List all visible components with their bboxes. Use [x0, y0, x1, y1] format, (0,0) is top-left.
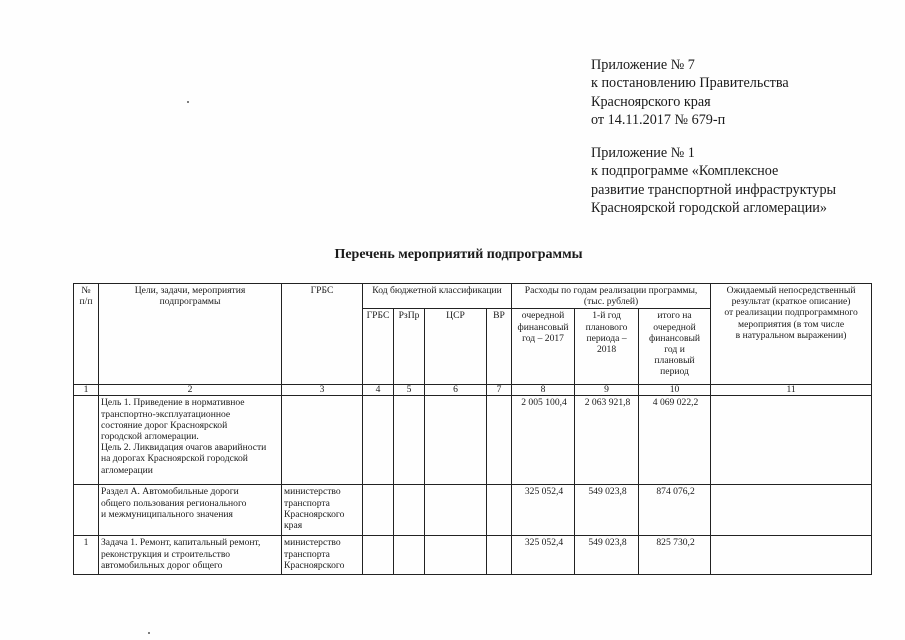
column-number: 10: [639, 385, 711, 396]
row-code-vr: [487, 396, 512, 485]
row-grbs: министерство транспорта Красноярского края: [282, 485, 363, 536]
row-num: 1: [74, 536, 99, 575]
row-value-2018: 2 063 921,8: [575, 396, 639, 485]
row-code-grbs: [363, 485, 394, 536]
subheader-total: итого на очередной финансовый год и плановый период: [639, 309, 711, 385]
column-number: 6: [425, 385, 487, 396]
table-row: [74, 485, 872, 536]
appendix-1-block: [591, 144, 836, 218]
appendix-1-line: к подпрограмме «Комплексное: [591, 163, 779, 180]
row-code-csr: [425, 485, 487, 536]
header-result: Ожидаемый непосредственный результат (краткое описание) от реализации подпрограммного мероприятия (в том числе в натуральном выражении): [711, 284, 872, 385]
table-header-row: [74, 284, 872, 309]
appendix-1-line: Приложение № 1: [591, 145, 695, 161]
header-num: № п/п: [74, 284, 99, 385]
row-code-rzpr: [394, 485, 425, 536]
row-value-total: 874 076,2: [639, 485, 711, 536]
row-value-2017: 325 052,4: [512, 536, 575, 575]
row-grbs: министерство транспорта Красноярского: [282, 536, 363, 575]
scan-speck: [187, 101, 189, 103]
header-goals: Цели, задачи, мероприятия подпрограммы: [99, 284, 282, 385]
column-number: 11: [711, 385, 872, 396]
column-number: 8: [512, 385, 575, 396]
subheader-vr: ВР: [487, 309, 512, 385]
table-row: [74, 396, 872, 485]
header-grbs: ГРБС: [282, 284, 363, 385]
subheader-grbs: ГРБС: [363, 309, 394, 385]
row-result: [711, 396, 872, 485]
row-num: [74, 396, 99, 485]
row-section-text: Раздел А. Автомобильные дороги общего пользования регионального и межмуниципального значения: [99, 485, 282, 536]
subheader-year-2018: 1-й год планового периода – 2018: [575, 309, 639, 385]
row-code-grbs: [363, 396, 394, 485]
row-code-vr: [487, 536, 512, 575]
table-row: [74, 536, 872, 575]
row-num: [74, 485, 99, 536]
row-code-csr: [425, 396, 487, 485]
column-number: 1: [74, 385, 99, 396]
row-value-total: 825 730,2: [639, 536, 711, 575]
scan-speck: [148, 632, 150, 634]
document-title: Перечень мероприятий подпрограммы: [334, 247, 583, 262]
row-code-rzpr: [394, 396, 425, 485]
appendix-7-line: от 14.11.2017 № 679-п: [591, 112, 726, 129]
row-goal-text: Цель 1. Приведение в нормативное транспортно-эксплуатационное состояние дорог Красноярской городской агломерации. Цель 2. Ликвидация очагов аварийности на дорогах Красноярской городской агломерации: [99, 396, 282, 485]
measures-table: [73, 283, 872, 575]
row-value-2018: 549 023,8: [575, 485, 639, 536]
subheader-rzpr: РзПр: [394, 309, 425, 385]
row-value-total: 4 069 022,2: [639, 396, 711, 485]
subheader-csr: ЦСР: [425, 309, 487, 385]
row-code-csr: [425, 536, 487, 575]
subheader-year-2017: очередной финансовый год – 2017: [512, 309, 575, 385]
appendix-7-line: к постановлению Правительства: [591, 75, 789, 92]
column-number: 7: [487, 385, 512, 396]
column-number: 2: [99, 385, 282, 396]
header-budget-code: Код бюджетной классификации: [363, 284, 512, 309]
appendix-7-block: [591, 56, 789, 130]
row-result: [711, 485, 872, 536]
appendix-1-line: Красноярской городской агломерации»: [591, 200, 827, 217]
row-code-grbs: [363, 536, 394, 575]
row-result: [711, 536, 872, 575]
row-value-2018: 549 023,8: [575, 536, 639, 575]
column-number: 4: [363, 385, 394, 396]
row-value-2017: 2 005 100,4: [512, 396, 575, 485]
appendix-7-line: Красноярского края: [591, 93, 711, 110]
column-number: 5: [394, 385, 425, 396]
row-task-text: Задача 1. Ремонт, капитальный ремонт, реконструкция и строительство автомобильных дорог общего: [99, 536, 282, 575]
row-code-rzpr: [394, 536, 425, 575]
appendix-1-line: развитие транспортной инфраструктуры: [591, 181, 837, 198]
column-number: 3: [282, 385, 363, 396]
row-grbs: [282, 396, 363, 485]
column-number: 9: [575, 385, 639, 396]
row-value-2017: 325 052,4: [512, 485, 575, 536]
appendix-7-line: Приложение № 7: [591, 57, 695, 73]
row-code-vr: [487, 485, 512, 536]
column-number-row: [74, 385, 872, 396]
header-expenses: Расходы по годам реализации программы, (тыс. рублей): [512, 284, 711, 309]
